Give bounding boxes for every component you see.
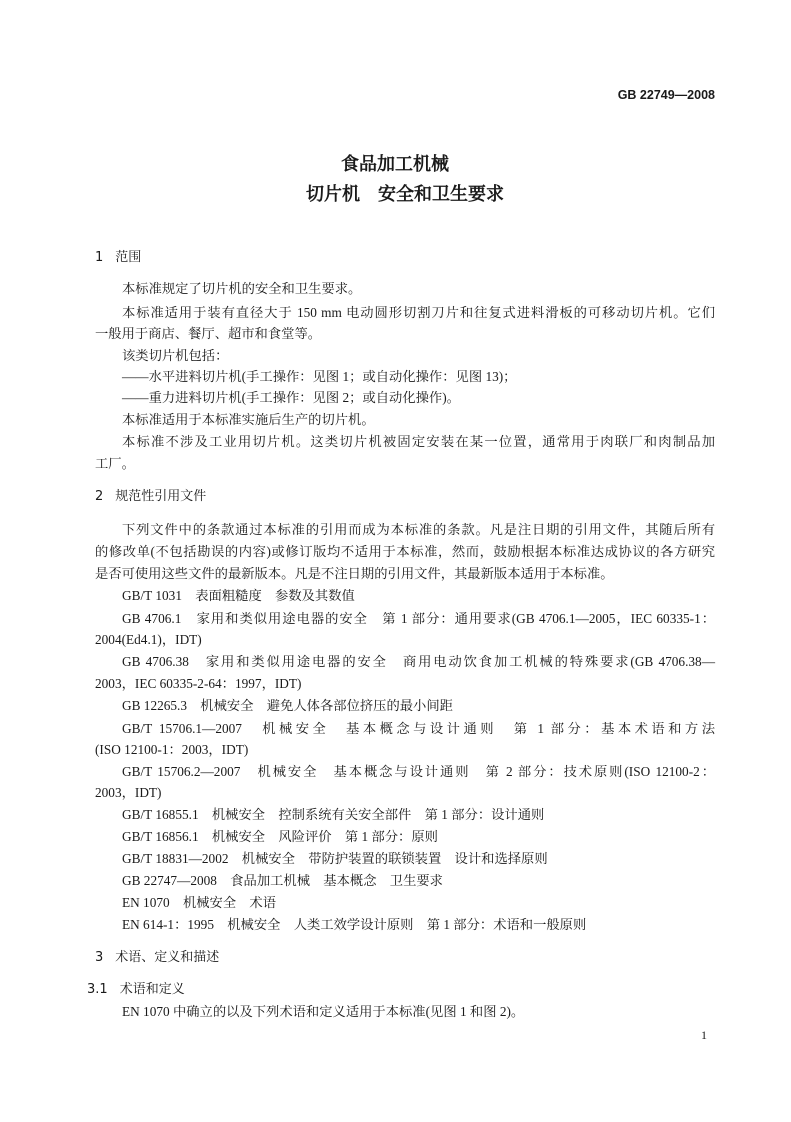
reference-entry-continuation: 2004(Ed4.1)，IDT) [95, 632, 202, 647]
body-text-line: EN 1070 中确立的以及下列术语和定义适用于本标准(见图 1 和图 2)。 [122, 1004, 525, 1019]
reference-entry-continuation: 2003，IEC 60335-2-64：1997，IDT) [95, 676, 302, 691]
section-number: 1 [95, 250, 104, 265]
reference-entry: GB/T 15706.2—2007 机械安全 基本概念与设计通则 第 2 部分：技术原则(ISO 12100-2： [122, 764, 715, 779]
body-text-line: 该类切片机包括： [122, 348, 229, 363]
section-heading-terms [95, 950, 219, 966]
reference-entry-continuation: 2003，IDT) [95, 785, 162, 800]
reference-entry: GB/T 1031 表面粗糙度 参数及其数值 [122, 588, 355, 603]
body-text-line: 本标准适用于装有直径大于 150 mm 电动圆形切割刀片和往复式进料滑板的可移动切片机。它们 [122, 305, 715, 320]
reference-entry: GB/T 15706.1—2007 机械安全 基本概念与设计通则 第 1 部分：基本术语和方法 [122, 721, 715, 736]
list-item: ——重力进料切片机(手工操作：见图 2；或自动化操作)。 [122, 390, 460, 405]
body-text-line: 本标准不涉及工业用切片机。这类切片机被固定安装在某一位置，通常用于肉联厂和肉制品加 [122, 434, 715, 449]
body-text-line: 本标准规定了切片机的安全和卫生要求。 [122, 281, 362, 296]
reference-entry: GB 4706.1 家用和类似用途电器的安全 第 1 部分：通用要求(GB 4706.1—2005，IEC 60335-1： [122, 611, 715, 626]
section-heading-normative-references [95, 489, 206, 505]
page-number: 1 [701, 1028, 707, 1042]
subsection-heading-terms-definitions [87, 982, 185, 998]
body-text-line: 下列文件中的条款通过本标准的引用而成为本标准的条款。凡是注日期的引用文件，其随后所有 [122, 522, 715, 537]
body-text-line: 工厂。 [95, 456, 135, 471]
reference-entry: GB 12265.3 机械安全 避免人体各部位挤压的最小间距 [122, 698, 453, 713]
section-title: 规范性引用文件 [115, 489, 207, 504]
document-subtitle: 切片机 安全和卫生要求 [306, 184, 504, 205]
subsection-number: 3.1 [87, 982, 108, 997]
section-number: 2 [95, 489, 104, 504]
body-text-line: 的修改单(不包括勘误的内容)或修订版均不适用于本标准，然而，鼓励根据本标准达成协议的各方研究 [95, 544, 715, 559]
reference-entry: GB/T 16856.1 机械安全 风险评价 第 1 部分：原则 [122, 829, 438, 844]
reference-entry: GB/T 16855.1 机械安全 控制系统有关安全部件 第 1 部分：设计通则 [122, 807, 545, 822]
section-title: 术语、定义和描述 [115, 950, 220, 965]
reference-entry-continuation: (ISO 12100-1：2003，IDT) [95, 742, 249, 757]
reference-entry: GB/T 18831—2002 机械安全 带防护装置的联锁装置 设计和选择原则 [122, 851, 548, 866]
body-text-line: 本标准适用于本标准实施后生产的切片机。 [122, 412, 375, 427]
standard-number: GB 22749—2008 [617, 88, 715, 102]
body-text-line: 一般用于商店、餐厅、超市和食堂等。 [95, 326, 322, 341]
section-heading-scope [95, 250, 141, 266]
reference-entry: GB 22747—2008 食品加工机械 基本概念 卫生要求 [122, 873, 443, 888]
reference-entry: GB 4706.38 家用和类似用途电器的安全 商用电动饮食加工机械的特殊要求(GB 4706.38— [122, 654, 715, 669]
reference-entry: EN 1070 机械安全 术语 [122, 895, 277, 910]
reference-entry: EN 614-1：1995 机械安全 人类工效学设计原则 第 1 部分：术语和一般原则 [122, 917, 587, 932]
body-text-line: 是否可使用这些文件的最新版本。凡是不注日期的引用文件，其最新版本适用于本标准。 [95, 566, 614, 581]
list-item: ——水平进料切片机(手工操作：见图 1；或自动化操作：见图 13)； [122, 369, 517, 384]
section-number: 3 [95, 950, 104, 965]
subsection-title: 术语和定义 [119, 982, 185, 997]
document-title: 食品加工机械 [341, 154, 449, 175]
section-title: 范围 [115, 250, 142, 265]
